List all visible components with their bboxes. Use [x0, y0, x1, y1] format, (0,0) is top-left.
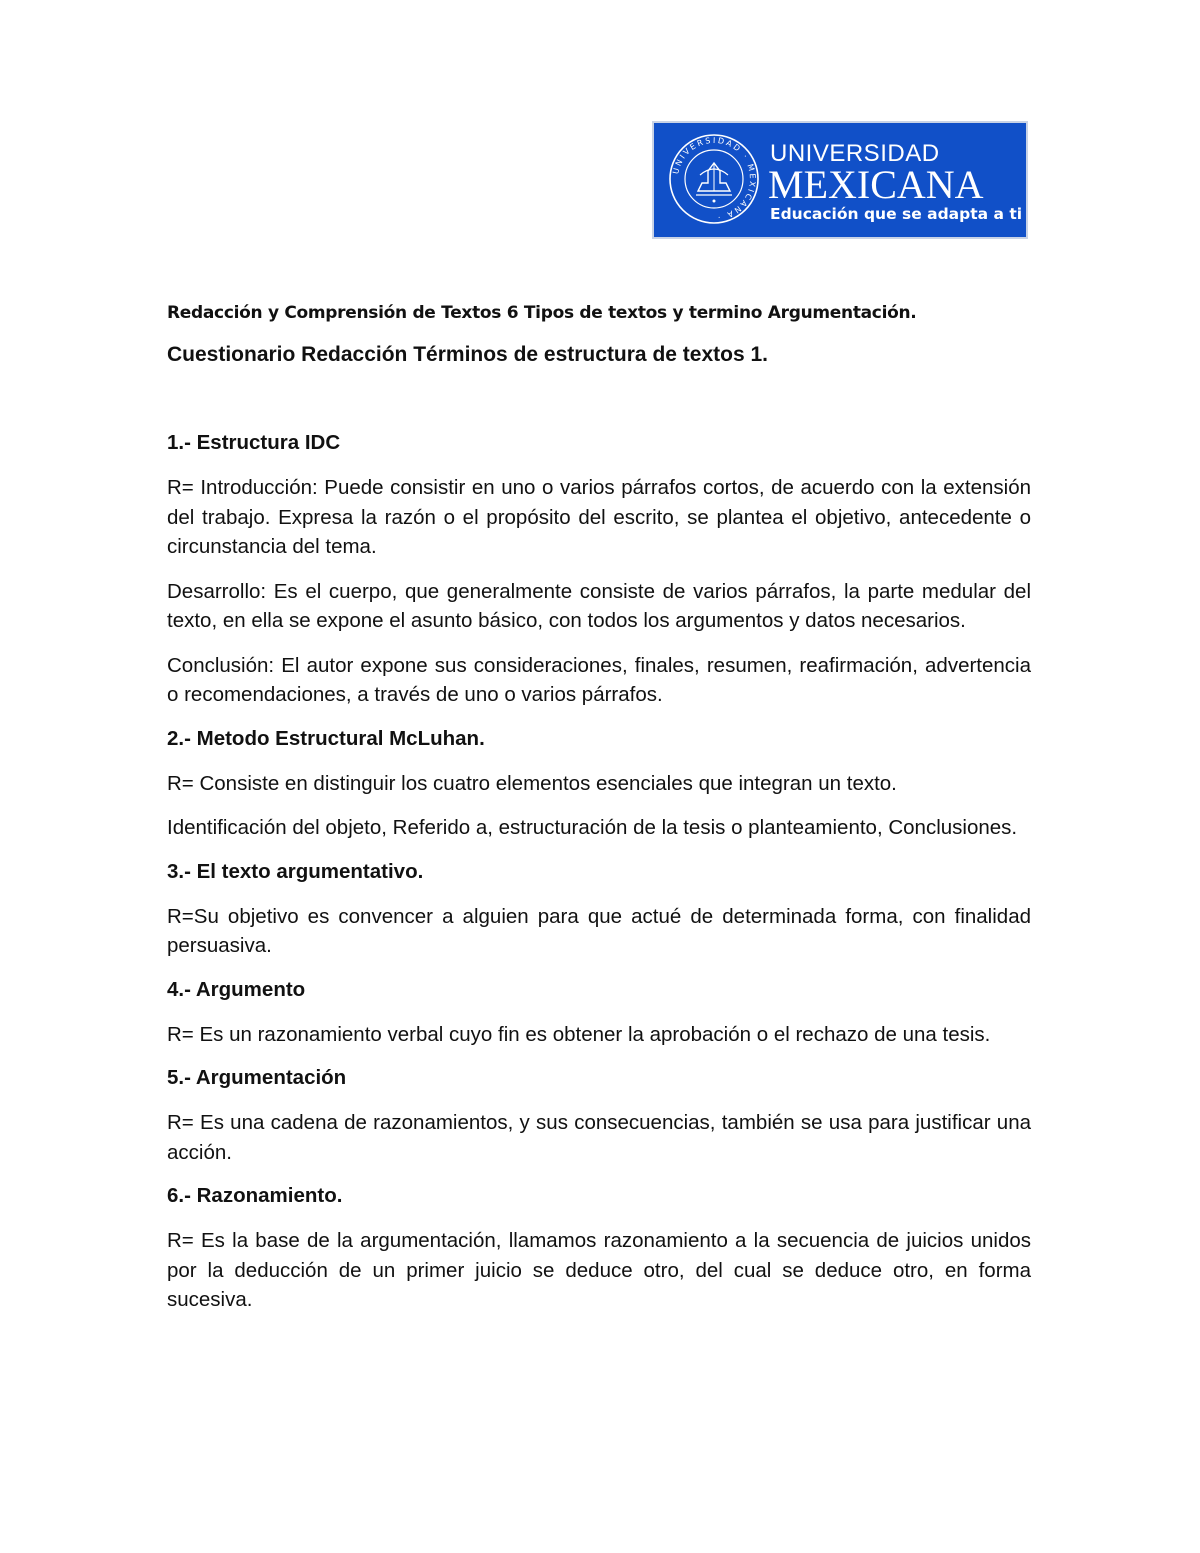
- svg-text:UNIVERSIDAD · MEXICANA ·: UNIVERSIDAD · MEXICANA ·: [671, 135, 758, 223]
- question-heading: 5.- Argumentación: [167, 1066, 347, 1089]
- answer-paragraph: Desarrollo: Es el cuerpo, que generalmente consiste de varios párrafos, la parte medular del texto, en ella se expone el asunto básico, con todos los argumentos y datos necesarios.: [167, 579, 1031, 632]
- quiz-title: Cuestionario Redacción Términos de estructura de textos 1.: [167, 343, 768, 366]
- logo-universidad-text: UNIVERSIDAD: [770, 140, 940, 167]
- logo-slogan-text: Educación que se adapta a ti: [770, 205, 1023, 223]
- question-1: [167, 429, 1031, 710]
- question-2: [167, 725, 1031, 843]
- question-4: [167, 976, 1031, 1050]
- question-6: [167, 1182, 1031, 1315]
- question-3: [167, 858, 1031, 961]
- document-body: [167, 301, 1031, 1330]
- question-5: [167, 1064, 1031, 1167]
- subject-title: Redacción y Comprensión de Textos 6 Tipos de textos y termino Argumentación.: [167, 303, 917, 323]
- answer-paragraph: R= Es la base de la argumentación, llamamos razonamiento a la secuencia de juicios unidos por la deducción de un primer juicio se deduce otro, del cual se deduce otro, en forma sucesiva.: [167, 1229, 1031, 1311]
- answer-paragraph: R= Es una cadena de razonamientos, y sus consecuencias, también se usa para justificar una acción.: [167, 1111, 1031, 1164]
- answer-paragraph: Conclusión: El autor expone sus consideraciones, finales, resumen, reafirmación, advertencia o recomendaciones, a través de uno o varios párrafos.: [167, 653, 1031, 706]
- answer-paragraph: Identificación del objeto, Referido a, estructuración de la tesis o planteamiento, Conclusiones.: [167, 816, 1018, 839]
- answer-paragraph: R= Es un razonamiento verbal cuyo fin es obtener la aprobación o el rechazo de una tesis.: [167, 1022, 991, 1046]
- question-heading: 6.- Razonamiento.: [167, 1184, 343, 1207]
- logo-mexicana-text: MEXICANA: [768, 162, 984, 207]
- university-seal-icon: [668, 133, 760, 225]
- answer-paragraph: R= Introducción: Puede consistir en uno o varios párrafos cortos, de acuerdo con la extensión del trabajo. Expresa la razón o el propósito del escrito, se plantea el objetivo, antecedente o circunstancia del tema.: [167, 476, 1031, 558]
- question-heading: 4.- Argumento: [167, 977, 306, 1001]
- answer-paragraph: R=Su objetivo es convencer a alguien para que actué de determinada forma, con finalidad persuasiva.: [167, 904, 1031, 957]
- question-heading: 2.- Metodo Estructural McLuhan.: [167, 726, 485, 750]
- answer-paragraph: R= Consiste en distinguir los cuatro elementos esenciales que integran un texto.: [167, 771, 897, 795]
- question-heading: 1.- Estructura IDC: [167, 431, 341, 454]
- question-heading: 3.- El texto argumentativo.: [167, 859, 424, 883]
- university-logo: [652, 121, 1028, 239]
